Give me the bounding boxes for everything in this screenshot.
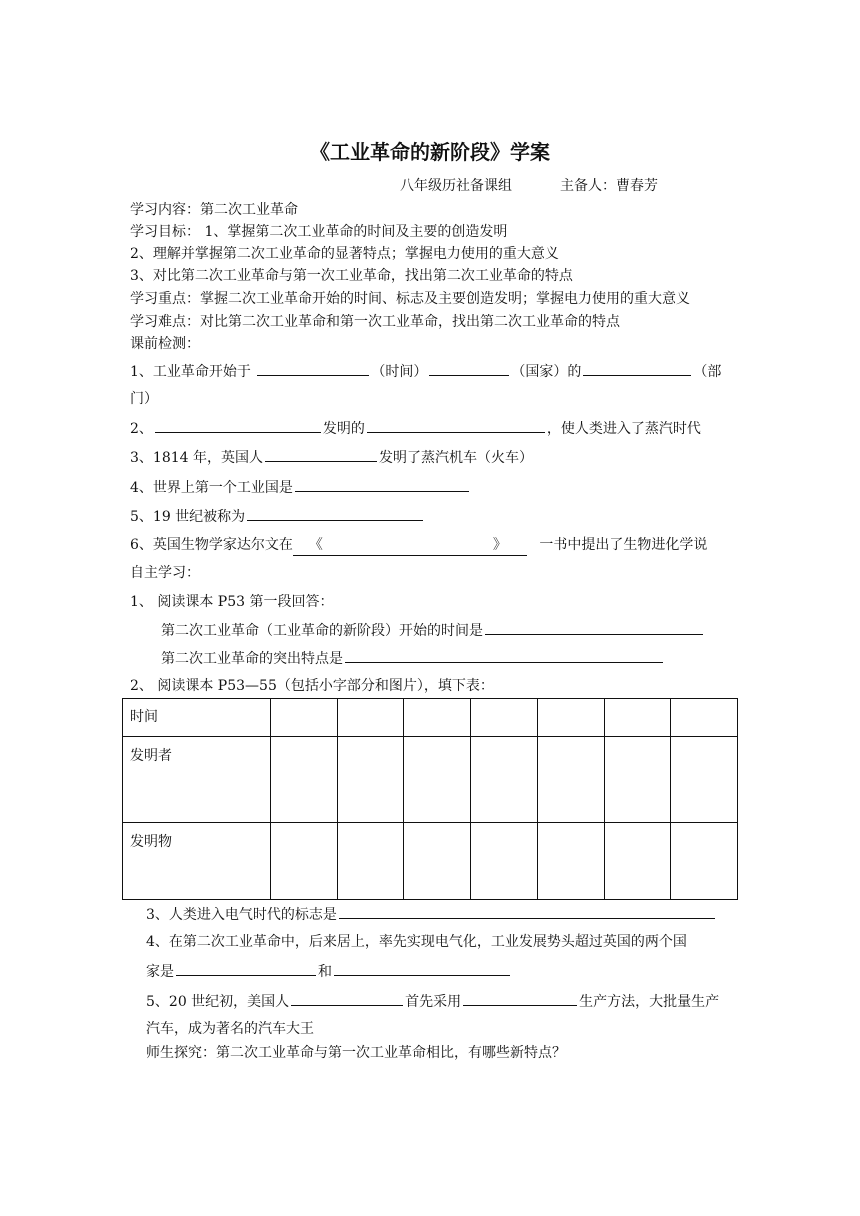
book-title-blank[interactable] [293,535,527,556]
pretest-q2-number: 2、 [130,421,153,437]
study-goal-1: 学习目标： 1、掌握第二次工业革命的时间及主要的创造发明 [130,224,508,240]
table-cell[interactable] [604,823,671,900]
pretest-q2 [130,418,701,439]
question-5-mid: 首先采用 [405,994,462,1010]
answer-blank[interactable] [247,506,423,521]
table-cell[interactable] [404,699,471,737]
table-cell[interactable] [537,737,604,823]
table-row [123,699,738,737]
pretest-q1-continued: 门） [130,391,158,407]
self-study-item-2: 2、 阅读课本 P53—55（包括小字部分和图片），填下表： [130,678,494,694]
self-study-item-1: 1、 阅读课本 P53 第一段回答： [130,594,334,610]
table-cell[interactable] [604,699,671,737]
table-row [123,737,738,823]
pretest-q4 [130,477,471,498]
table-cell[interactable] [337,737,404,823]
pretest-q3 [130,447,533,468]
table-cell[interactable] [337,823,404,900]
prep-group: 八年级历社备课组 [400,178,512,194]
pretest-q2-text: 发明的 [322,421,365,437]
question-4: 4、在第二次工业革命中，后来居上，率先实现电气化，工业发展势头超过英国的两个国 [146,934,687,950]
self-study-item-1b [161,648,665,669]
answer-blank[interactable] [583,361,691,376]
pretest-q4-text: 4、世界上第一个工业国是 [130,480,293,496]
pretest-q6-text: 6、英国生物学家达尔文在 [130,537,293,553]
row-header-invention: 发明物 [123,823,271,900]
byline [400,176,658,196]
study-content: 学习内容：第二次工业革命 [130,202,298,218]
question-4-text: 家是 [146,964,174,980]
question-5 [146,991,719,1012]
pretest-q1-dept-label: （部 [693,364,722,380]
self-study-heading: 自主学习： [130,565,200,581]
question-5-tail: 生产方法，大批量生产 [579,994,720,1010]
pretest-q3-tail: 发明了蒸汽机车（火车） [379,450,533,466]
table-row [123,823,738,900]
answer-blank[interactable] [265,447,377,462]
study-key-points: 学习重点：掌握二次工业革命开始的时间、标志及主要创造发明；掌握电力使用的重大意义 [130,291,690,307]
answer-blank[interactable] [429,361,509,376]
question-3-text: 3、人类进入电气时代的标志是 [146,907,337,923]
pretest-q1-text: 1、工业革命开始于 [130,364,251,380]
table-cell[interactable] [404,823,471,900]
book-bracket-close: 》 [492,537,507,553]
self-study-item-1a-text: 第二次工业革命（工业革命的新阶段）开始的时间是 [161,623,483,639]
answer-blank[interactable] [155,418,321,433]
answer-blank[interactable] [257,361,369,376]
question-3 [146,904,717,925]
answer-blank[interactable] [367,418,545,433]
table-cell[interactable] [671,737,738,823]
table-cell[interactable] [604,737,671,823]
pretest-q6-tail: 一书中提出了生物进化学说 [539,537,708,553]
pretest-heading: 课前检测： [130,336,200,352]
table-cell[interactable] [471,699,538,737]
pretest-q5-text: 5、19 世纪被称为 [130,509,246,525]
pretest-q1-time-label: （时间） [371,364,428,380]
study-goal-3: 3、对比第二次工业革命与第一次工业革命，找出第二次工业革命的特点 [130,268,573,284]
table-cell[interactable] [671,699,738,737]
answer-blank[interactable] [334,961,510,976]
table-cell[interactable] [537,699,604,737]
table-cell[interactable] [537,823,604,900]
table-cell[interactable] [471,737,538,823]
pretest-q1 [130,361,721,382]
table-cell[interactable] [271,699,338,737]
study-goal-2: 2、理解并掌握第二次工业革命的显著特点；掌握电力使用的重大意义 [130,246,559,262]
table-cell[interactable] [337,699,404,737]
pretest-q6 [130,535,707,556]
prep-author: 主备人：曹春芳 [560,178,658,194]
answer-blank[interactable] [463,991,577,1006]
book-bracket-open: 《 [308,537,323,553]
row-header-inventor: 发明者 [123,737,271,823]
table-cell[interactable] [404,737,471,823]
pretest-q2-tail: ，使人类进入了蒸汽时代 [546,421,701,437]
answer-blank[interactable] [176,961,316,976]
pretest-q5 [130,506,425,527]
table-cell[interactable] [271,823,338,900]
self-study-item-1b-text: 第二次工业革命的突出特点是 [161,651,343,667]
row-header-time: 时间 [123,699,271,737]
answer-blank[interactable] [339,904,715,919]
pretest-q3-text: 3、1814 年，英国人 [130,450,263,466]
invention-table [122,698,738,900]
answer-blank[interactable] [485,620,703,635]
inquiry: 师生探究：第二次工业革命与第一次工业革命相比，有哪些新特点？ [146,1045,566,1061]
self-study-item-1a [161,620,705,641]
pretest-q1-country-label: （国家）的 [511,364,582,380]
table-cell[interactable] [471,823,538,900]
question-5-continued: 汽车，成为著名的汽车大王 [146,1021,314,1037]
page-title: 《工业革命的新阶段》学案 [310,140,550,164]
answer-blank[interactable] [291,991,403,1006]
question-5-text: 5、20 世纪初，美国人 [146,994,290,1010]
table-cell[interactable] [271,737,338,823]
question-4-and: 和 [318,964,332,980]
study-difficulty: 学习难点：对比第二次工业革命和第一次工业革命，找出第二次工业革命的特点 [130,314,620,330]
question-4-continued [146,961,512,982]
answer-blank[interactable] [345,648,663,663]
answer-blank[interactable] [295,477,469,492]
table-cell[interactable] [671,823,738,900]
